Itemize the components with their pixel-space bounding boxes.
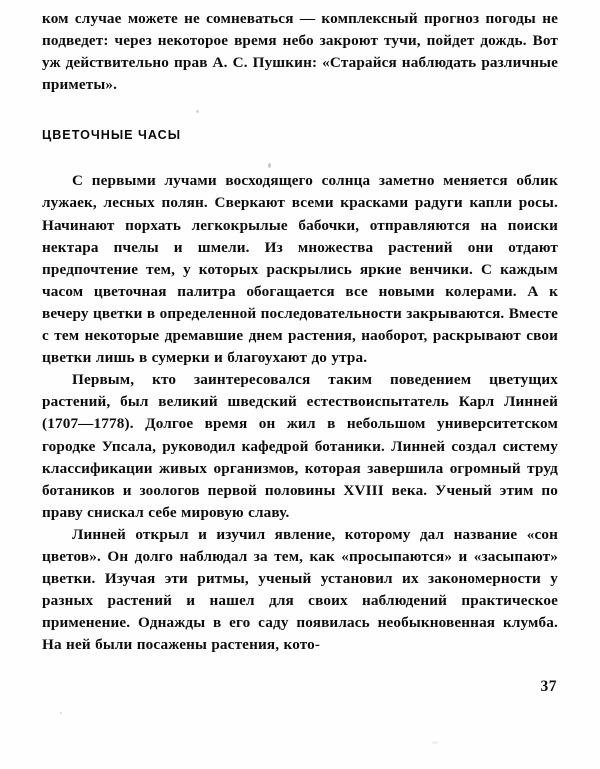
spacer: [42, 142, 558, 170]
paragraph-linnaeus-biography: Первым, кто заинтересовался таким поведением цветущих растений, был великий шведский естествоиспытатель Карл Линней (1707—1778). Долгое время он жил в небольшом университетском городке Упсала, руководил кафедрой ботаники. Линней создал систему классификации живых организмов, которая завершила огромный труд ботаников и зоологов первой половины XVIII века. Ученый этим по праву снискал себе мировую славу.: [42, 371, 558, 521]
page-number: 37: [540, 678, 557, 695]
paragraph-morning-flowers: С первыми лучами восходящего солнца заметно меняется облик лужаек, лесных полян. Сверкают всеми красками радуги капли росы. Начинают порхать легкокрылые бабочки, отправляются на поиски нектара пчелы и шмели. Из множества растений они отдают предпочтение тем, у которых раскрылись яркие венчики. С каждым часом цветочная палитра обогащается все новыми колерами. А к вечеру цветки в определенной последовательности закрываются. Вместе с тем некоторые дремавшие днем растения, наоборот, раскрывают свои цветки лишь в сумерки и благоухают до утра.: [42, 172, 558, 367]
spacer: [42, 96, 558, 128]
section-heading: ЦВЕТОЧНЫЕ ЧАСЫ: [42, 128, 182, 143]
scan-speck: [432, 741, 438, 744]
scan-speck: [60, 712, 62, 714]
page-text-column: [42, 8, 558, 656]
paragraph-continuation: ком случае можете не сомневаться — комплексный прогноз погоды не подведет: через некоторое время небо закроют тучи, пойдет дождь. Вот уж действительно прав А. С. Пушкин: «Старайся наблюдать различные приметы».: [42, 10, 558, 94]
paragraph-sleep-of-flowers: Линней открыл и изучил явление, которому дал название «сон цветов». Он долго наблюдал за тем, как «просыпаются» и «засыпают» цветки. Изучая эти ритмы, ученый установил их закономерности у разных растений и нашел для своих наблюдений практическое применение. Однажды в его саду появилась необыкновенная клумба. На ней были посажены растения, кото-: [42, 525, 558, 654]
